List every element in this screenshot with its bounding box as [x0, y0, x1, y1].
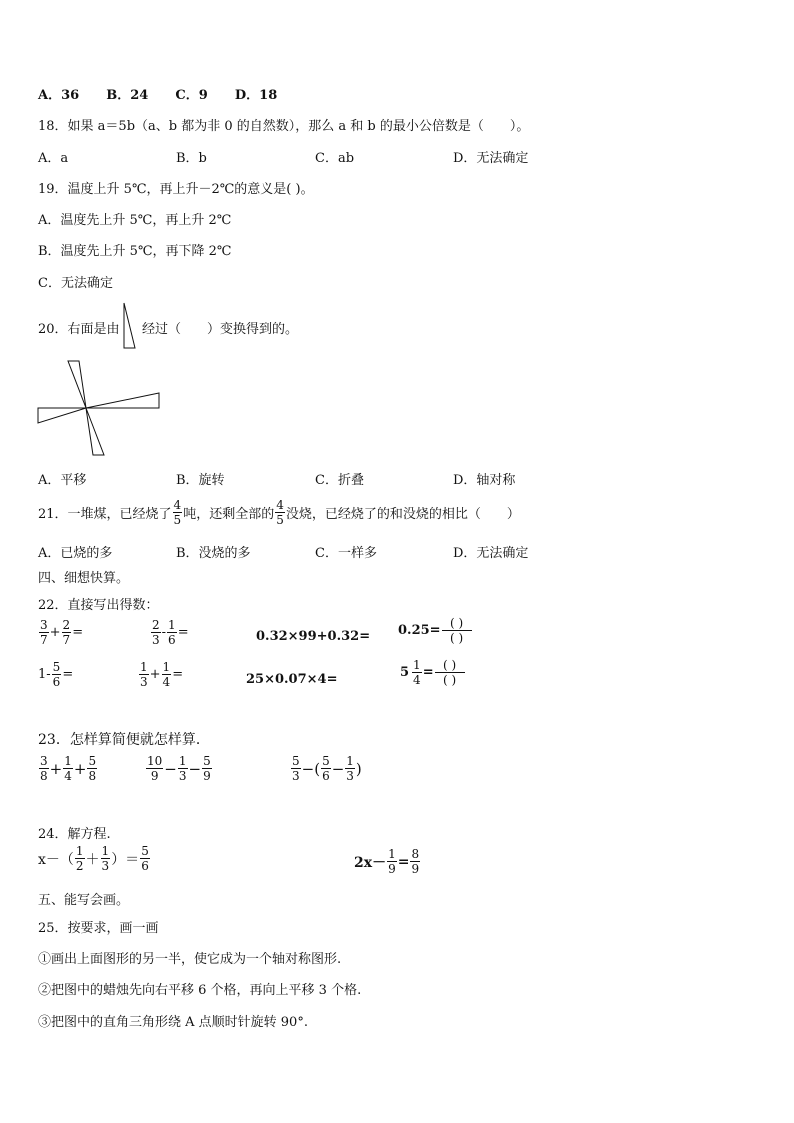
q22-item-a	[38, 619, 83, 646]
q21-fraction-2	[275, 499, 285, 526]
q18-option-a: A．a	[38, 151, 69, 166]
q23-expression-2	[145, 755, 213, 782]
close-paren: )	[355, 759, 362, 778]
q25-item-1: ①画出上面图形的另一半，使它成为一个轴对称图形.	[38, 952, 342, 967]
frac-numerator: 3	[40, 754, 48, 768]
frac-numerator: 10	[147, 754, 163, 768]
q20-option-b: B．旋转	[176, 473, 225, 488]
eq1-lead: x－（	[38, 851, 74, 868]
frac-numerator: 1	[101, 844, 110, 858]
frac-numerator: 1	[178, 754, 187, 768]
eq1-close: ）＝	[111, 851, 140, 868]
q21-stem	[38, 497, 520, 527]
q21-frac1-numerator: 4	[173, 497, 182, 512]
equals-sign: =	[397, 853, 410, 870]
frac-denominator: 4	[64, 769, 72, 783]
operator: +	[149, 667, 161, 682]
q21-part2: 吨，还剩全部的	[183, 506, 275, 522]
frac-numerator: 1	[162, 660, 171, 674]
frac-denominator: 6	[52, 675, 61, 689]
q17-option-b: B．24	[106, 88, 149, 103]
q17-options	[38, 84, 277, 103]
q20-windmill-figure	[36, 360, 162, 458]
q21-fraction-1	[173, 499, 183, 526]
frac-numerator: 1	[413, 658, 421, 672]
q23-expression-1	[38, 755, 98, 782]
q17-option-a: A．36	[38, 88, 80, 103]
q20-option-a: A．平移	[38, 473, 87, 488]
q18-option-c: C．ab	[315, 151, 355, 166]
q20-stem-prefix: 20．右面是由	[38, 322, 120, 337]
frac-numerator: 1	[140, 660, 148, 674]
frac-denominator: 6	[322, 769, 330, 783]
frac-denominator: 3	[178, 769, 187, 783]
frac-numerator: 5	[322, 754, 330, 768]
frac-denominator: 8	[88, 769, 97, 783]
equals-sign: =	[177, 625, 189, 640]
operator: −	[331, 759, 345, 778]
frac-denominator: 4	[162, 675, 171, 689]
operator: -	[161, 625, 167, 640]
q22-stem: 22．直接写出得数：	[38, 598, 159, 613]
q22-item-d	[398, 617, 473, 644]
q18-option-d: D．无法确定	[453, 151, 529, 166]
operator: −(	[301, 759, 321, 778]
q21-frac1-denominator: 5	[173, 512, 182, 527]
frac-denominator: 3	[101, 859, 110, 873]
q21-part1: 21．一堆煤，已经烧了	[38, 506, 172, 522]
frac-denominator: 6	[168, 633, 176, 647]
q20-triangle-figure	[121, 302, 137, 350]
q21-option-c: C．一样多	[315, 546, 377, 561]
q20-stem-suffix: 经过（ ）变换得到的。	[142, 322, 299, 337]
q23-expression-3	[290, 755, 362, 782]
q24-equation-1	[38, 845, 151, 872]
q18-stem: 18．如果 a＝5b（a、b 都为非 0 的自然数），那么 a 和 b 的最小公倍数是（ ）。	[38, 119, 530, 134]
operator: +	[49, 625, 61, 640]
frac-numerator: 8	[411, 847, 420, 861]
q22-item-b	[150, 619, 189, 646]
q22-item-e	[38, 661, 73, 688]
q22-item-f	[138, 661, 183, 688]
frac-numerator: 1	[64, 754, 72, 768]
operator: −	[164, 759, 177, 778]
q24-stem: 24．解方程.	[38, 827, 111, 842]
frac-denominator: 9	[150, 769, 159, 783]
operator: −	[188, 759, 202, 778]
frac-denominator: 9	[388, 862, 396, 876]
frac-denominator: 9	[203, 769, 211, 783]
frac-numerator: 5	[203, 754, 211, 768]
q21-option-b: B．没烧的多	[176, 546, 251, 561]
operator: +	[49, 759, 63, 778]
frac-denominator: 3	[292, 769, 300, 783]
q21-option-d: D．无法确定	[453, 546, 529, 561]
q21-frac2-numerator: 4	[276, 497, 284, 512]
operator: ＋	[85, 851, 100, 868]
frac-denominator: 9	[411, 862, 420, 876]
blank-numerator: ( )	[449, 616, 464, 630]
frac-numerator: 1	[388, 847, 396, 861]
blank-denominator: ( )	[449, 631, 464, 645]
q25-stem: 25．按要求，画一画	[38, 921, 159, 936]
q24-equation-2	[354, 848, 421, 875]
mixed-whole: 5	[400, 665, 410, 680]
blank-denominator: ( )	[443, 673, 457, 687]
frac-denominator: 6	[141, 859, 149, 873]
q21-frac2-denominator: 5	[276, 512, 284, 527]
q17-option-c: C．9	[175, 88, 208, 103]
equals-sign: =	[72, 625, 84, 640]
section5-heading: 五、能写会画。	[38, 893, 130, 908]
frac-denominator: 3	[152, 633, 160, 647]
section4-heading: 四、细想快算。	[38, 571, 130, 586]
operator: +	[73, 759, 87, 778]
q25-item-3: ③把图中的直角三角形绕 A 点顺时针旋转 90°.	[38, 1015, 308, 1030]
frac-numerator: 1	[168, 618, 176, 632]
frac-numerator: 5	[292, 754, 300, 768]
q21-part3: 没烧，已经烧了的和没烧的相比（ ）	[285, 506, 520, 522]
q18-option-b: B．b	[176, 151, 207, 166]
q21-option-a: A．已烧的多	[38, 546, 113, 561]
frac-numerator: 2	[62, 618, 71, 632]
frac-numerator: 1	[75, 844, 84, 858]
frac-numerator: 3	[40, 618, 48, 632]
frac-denominator: 3	[140, 675, 148, 689]
q22-item-h	[400, 659, 466, 686]
q19-stem: 19．温度上升 5℃，再上升－2℃的意义是( )。	[38, 182, 314, 197]
frac-denominator: 7	[40, 633, 48, 647]
q19-option-a: A．温度先上升 5℃，再上升 2℃	[38, 213, 232, 228]
frac-numerator: 2	[152, 618, 160, 632]
frac-denominator: 7	[62, 633, 71, 647]
frac-numerator: 5	[52, 660, 61, 674]
frac-numerator: 5	[88, 754, 97, 768]
q20-option-d: D．轴对称	[453, 473, 516, 488]
q22-e-lead: 1-	[38, 667, 51, 682]
frac-numerator: 5	[141, 844, 149, 858]
q22-item-c: 0.32×99+0.32=	[256, 629, 371, 644]
equals-sign: =	[62, 667, 74, 682]
q22-item-g: 25×0.07×4=	[246, 672, 338, 687]
frac-denominator: 8	[40, 769, 48, 783]
q19-option-c: C．无法确定	[38, 276, 113, 291]
eq2-lead: 2x－	[354, 854, 387, 871]
frac-denominator: 2	[75, 859, 84, 873]
equals-sign: =	[422, 665, 434, 680]
equals-sign: =	[172, 667, 184, 682]
q23-stem: 23．怎样算简便就怎样算．	[38, 732, 210, 748]
q22-d-lead: 0.25=	[398, 623, 441, 638]
q19-option-b: B．温度先上升 5℃，再下降 2℃	[38, 244, 232, 259]
q20-option-c: C．折叠	[315, 473, 364, 488]
q17-option-d: D．18	[234, 88, 278, 103]
frac-denominator: 4	[413, 673, 421, 687]
blank-numerator: ( )	[443, 658, 457, 672]
q25-item-2: ②把图中的蜡烛先向右平移 6 个格，再向上平移 3 个格.	[38, 983, 362, 998]
frac-denominator: 3	[346, 769, 354, 783]
frac-numerator: 1	[346, 754, 354, 768]
